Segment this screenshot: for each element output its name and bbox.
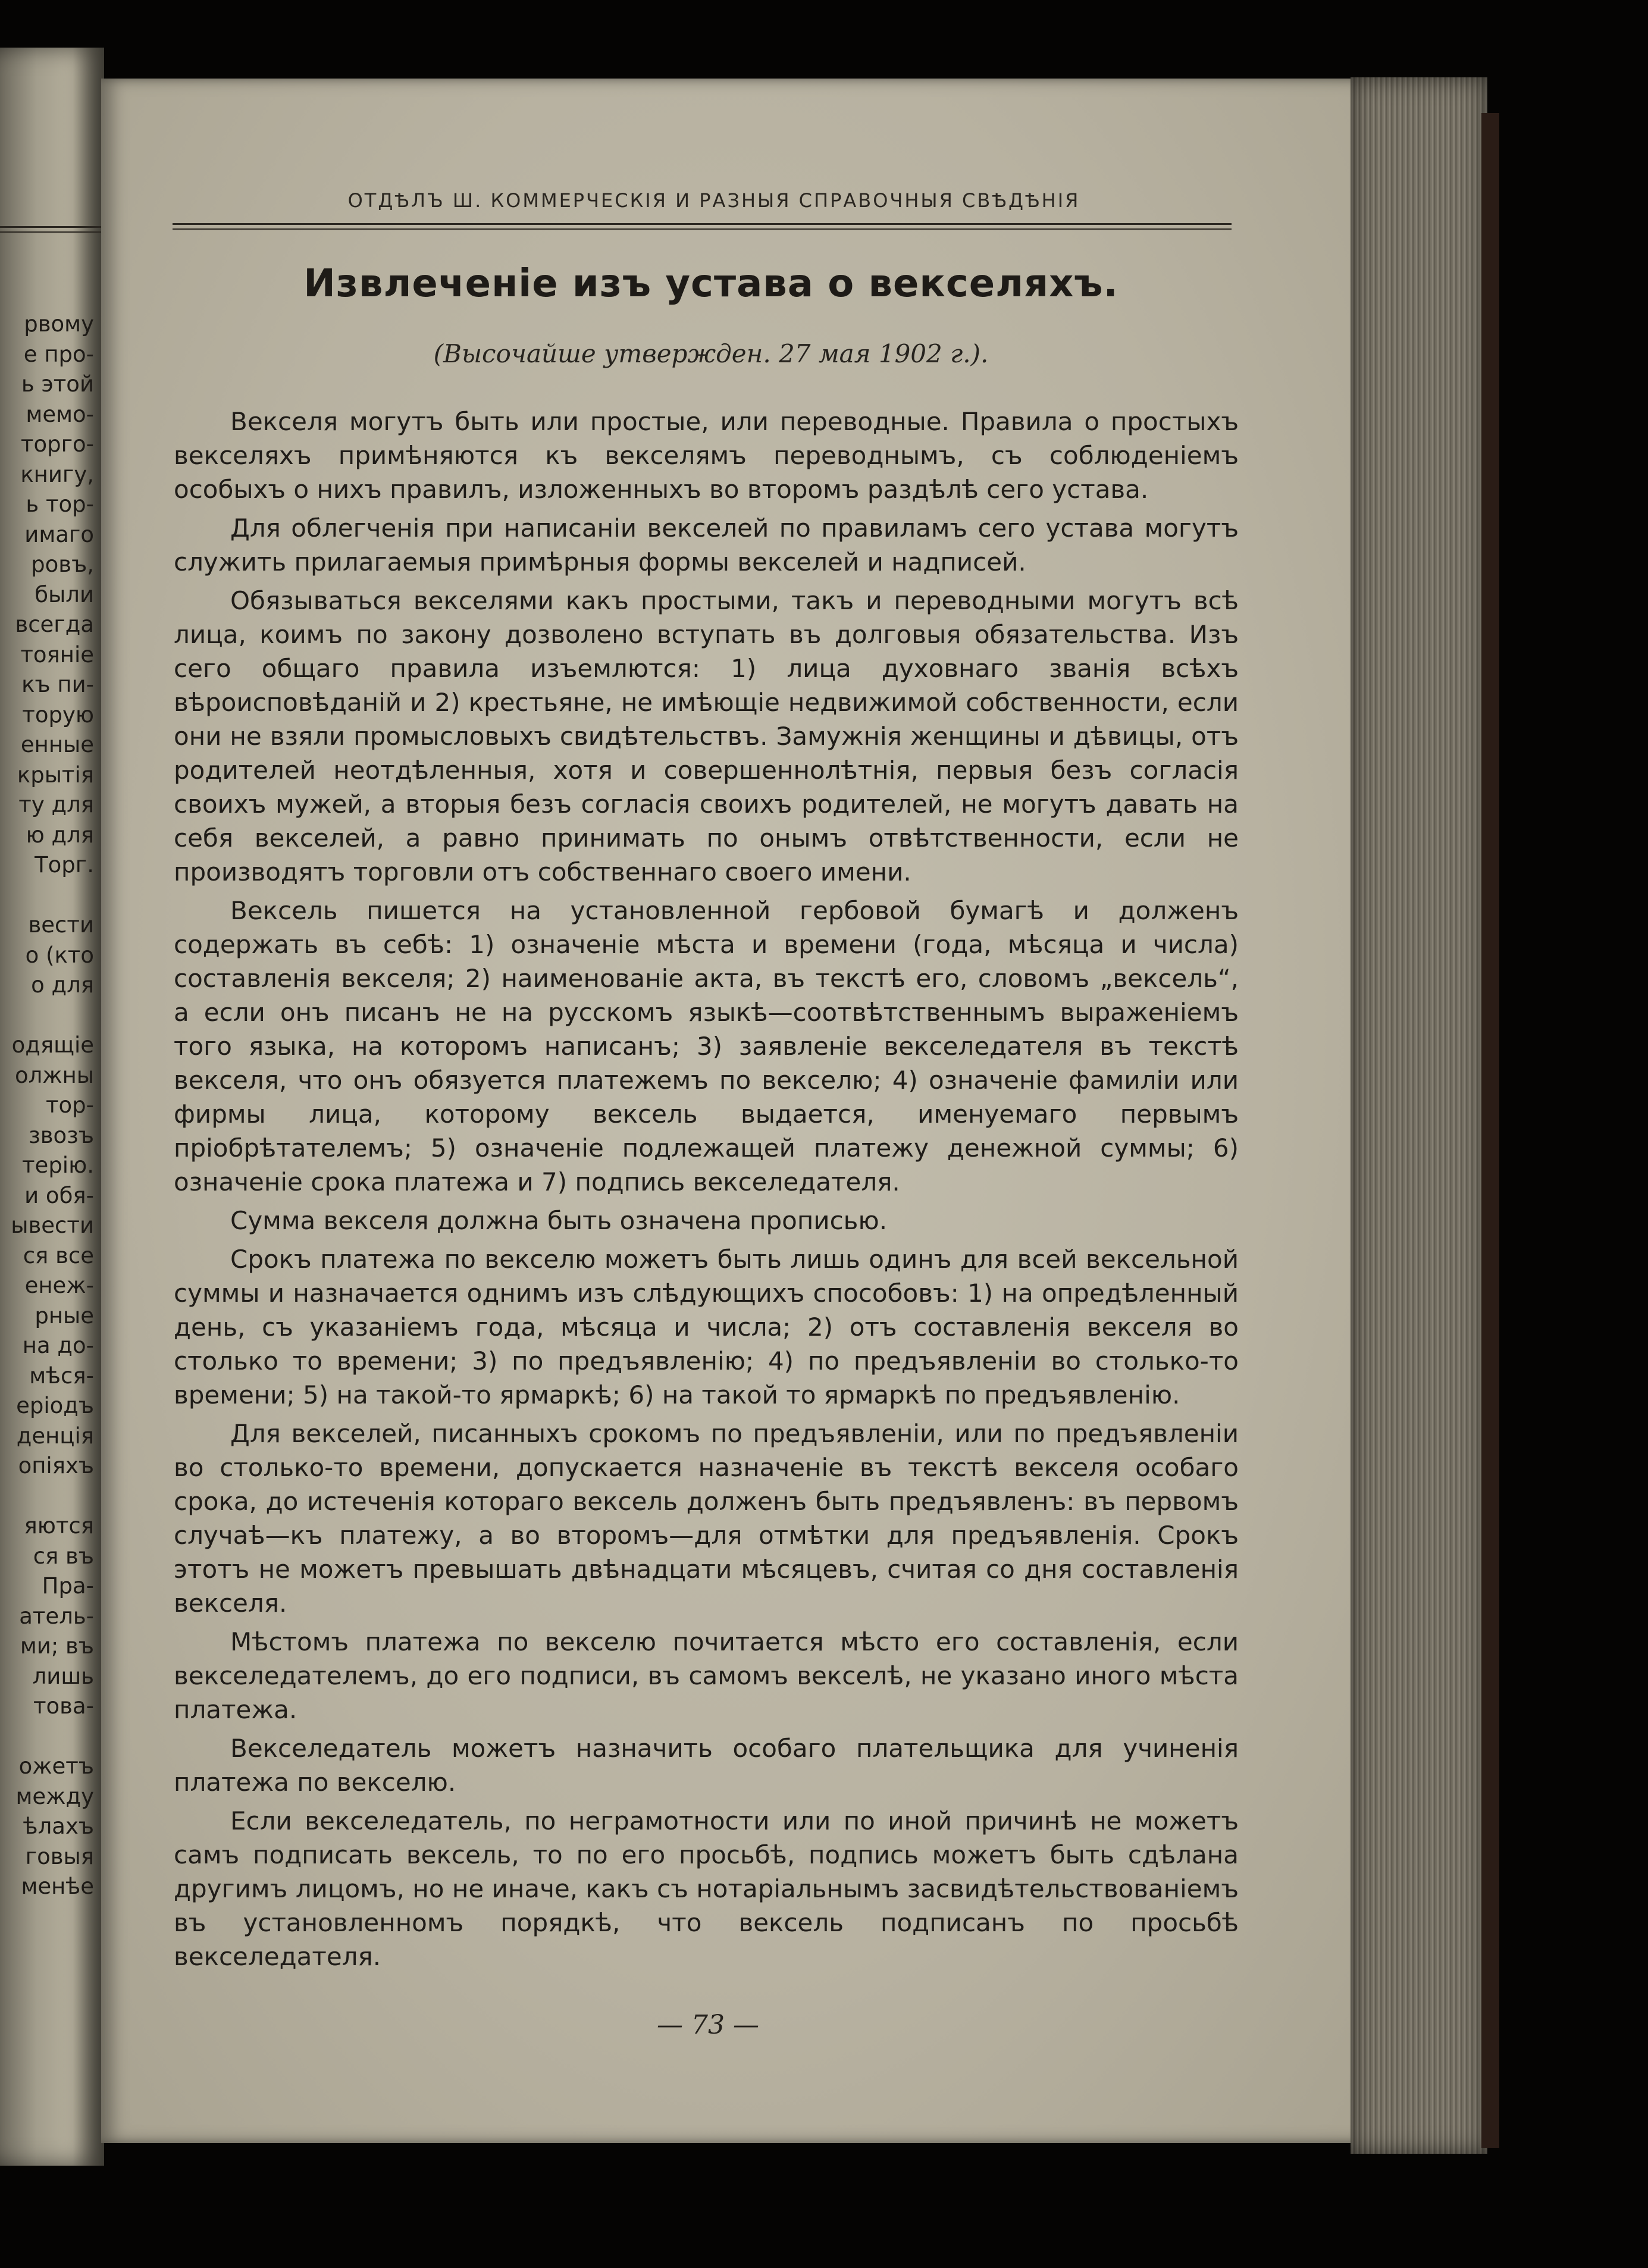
left-page-line bbox=[0, 881, 94, 911]
left-page-line: Пра- bbox=[42, 1573, 94, 1599]
left-page-line: е про- bbox=[23, 341, 94, 367]
left-page-line: терію. bbox=[22, 1152, 94, 1178]
left-page-line: на до- bbox=[22, 1333, 94, 1358]
left-page-line: говыя bbox=[25, 1843, 94, 1869]
left-page-line: о (кто bbox=[25, 942, 94, 968]
left-page-line: яются bbox=[24, 1513, 94, 1539]
left-page-line: о для bbox=[31, 972, 94, 998]
paragraph: Вексель пишется на установленной гербовой бумагѣ и долженъ содержать въ себѣ: 1) означеніе мѣста и времени (года, мѣсяца и числа) составленія векселя; 2) наименованіе акта, въ текстѣ его, словомъ „вексель“, а если онъ писанъ не на русскомъ языкѣ—соотвѣтственнымъ выраженіемъ того языка, на которомъ написанъ; 3) заявленіе векселедателя въ текстѣ векселя, что онъ обязуется платежемъ по векселю; 4) означеніе фамиліи или фирмы лица, которому вексель выдается, именуемаго первымъ пріобрѣтателемъ; 5) означеніе подлежащей платежу денежной суммы; 6) означеніе срока платежа и 7) подпись векселедателя. bbox=[174, 896, 1239, 1196]
page-number: — 73 — bbox=[657, 2010, 759, 2040]
left-page-line: денція bbox=[16, 1423, 94, 1449]
left-page-line: мемо- bbox=[26, 401, 94, 427]
left-page-line: ь этой bbox=[21, 371, 94, 397]
left-page-line: Торг. bbox=[35, 852, 94, 878]
left-page-line: одящіе bbox=[11, 1032, 94, 1058]
left-page-line: торго- bbox=[20, 431, 94, 457]
left-page-line: ь тор- bbox=[26, 491, 94, 517]
left-page-line: ожетъ bbox=[18, 1753, 94, 1779]
paragraph: Обязываться векселями какъ простыми, такъ и переводными могутъ всѣ лица, коимъ по закону дозволено вступать въ долговыя обязательства. Изъ сего общаго правила изъемлются: 1) лица духовнаго званія всѣхъ вѣроисповѣданій и 2) крестьяне, не имѣющіе недвижимой собственности, если они не взяли промысловыхъ свидѣтельствъ. Замужнія женщины и дѣвицы, отъ родителей неотдѣленныя, хотя и совершеннолѣтнія, первыя безъ согласія своихъ мужей, а вторыя безъ согласія своихъ родителей, не могутъ давать на себя векселей, а равно принимать по онымъ отвѣтственности, если не производятъ торговли отъ собственнаго своего имени. bbox=[174, 586, 1239, 886]
left-page-text bbox=[0, 309, 94, 1902]
left-page-line: рвому bbox=[24, 311, 94, 337]
left-page-line: тояніе bbox=[20, 641, 94, 668]
left-page-line: менѣе bbox=[21, 1874, 94, 1899]
left-page-line: мѣся- bbox=[29, 1362, 94, 1389]
left-page-rule bbox=[0, 226, 104, 233]
left-page-line: ю для bbox=[26, 822, 94, 848]
article-subtitle: (Высочайше утвержден. 27 мая 1902 г.). bbox=[433, 339, 989, 368]
left-page-line: енеж- bbox=[24, 1273, 94, 1298]
book-cover-edge bbox=[1481, 113, 1499, 2148]
left-page-fragment bbox=[0, 48, 104, 2166]
paragraph: Векселедатель можетъ назначить особаго плательщика для учиненія платежа по векселю. bbox=[174, 1734, 1239, 1797]
left-page-line: това- bbox=[33, 1693, 94, 1719]
left-page-line: атель- bbox=[19, 1603, 94, 1629]
left-page-line: всегда bbox=[15, 612, 94, 637]
paragraph: Сумма векселя должна быть означена прописью. bbox=[230, 1206, 888, 1235]
page-block-edges bbox=[1351, 77, 1487, 2154]
left-page-line: къ пи- bbox=[21, 672, 94, 697]
left-page-line: ся въ bbox=[33, 1543, 94, 1569]
left-page-line: рные bbox=[35, 1302, 94, 1329]
left-page-line: были bbox=[35, 581, 94, 607]
left-page-line: книгу, bbox=[20, 461, 94, 487]
paragraph: Для облегченія при написаніи векселей по правиламъ сего устава могутъ служить прилагаемыя примѣрныя формы векселей и надписей. bbox=[174, 513, 1239, 577]
left-page-line: еріодъ bbox=[16, 1393, 94, 1418]
paragraph: Векселя могутъ быть или простые, или переводные. Правила о простыхъ векселяхъ примѣняются къ векселямъ переводнымъ, съ соблюденіемъ особыхъ о нихъ правилъ, изложенныхъ во второмъ раздѣлѣ сего устава. bbox=[174, 407, 1239, 504]
paragraph: Если векселедатель, по неграмотности или по иной причинѣ не можетъ самъ подписать вексель, то по его просьбѣ, подпись можетъ быть сдѣлана другимъ лицомъ, но не иначе, какъ съ нотаріальнымъ засвидѣтельствованіемъ въ установленномъ порядкѣ, что вексель подписанъ по просьбѣ векселедателя. bbox=[174, 1806, 1239, 1971]
left-page-line: звозъ bbox=[29, 1122, 94, 1148]
left-page-line: ся все bbox=[23, 1242, 94, 1268]
left-page-line: опіяхъ bbox=[18, 1453, 94, 1478]
left-page-line: лишь bbox=[32, 1663, 94, 1689]
left-page-line: имаго bbox=[24, 521, 94, 547]
left-page-line: ывести bbox=[11, 1213, 94, 1238]
left-page-line: ми; въ bbox=[20, 1633, 94, 1659]
paragraph: Мѣстомъ платежа по векселю почитается мѣсто его составленія, если векселедателемъ, до его подписи, въ самомъ векселѣ, не указано иного мѣста платежа. bbox=[174, 1627, 1239, 1724]
left-page-line: енные bbox=[20, 732, 94, 757]
left-page-line: тор- bbox=[45, 1092, 94, 1118]
article-body bbox=[174, 405, 1239, 1978]
left-page-line: ту для bbox=[18, 792, 94, 817]
left-page-line: ровъ, bbox=[31, 552, 94, 577]
header-double-rule bbox=[173, 223, 1232, 230]
left-page-line: крытія bbox=[17, 762, 94, 788]
left-page-line bbox=[0, 1001, 94, 1031]
article-title: Извлеченіе изъ устава о векселяхъ. bbox=[303, 262, 1118, 306]
left-page-line: и обя- bbox=[24, 1182, 94, 1208]
left-page-line: олжны bbox=[14, 1062, 94, 1088]
paragraph: Срокъ платежа по векселю можетъ быть лишь одинъ для всей вексельной суммы и назначается однимъ изъ слѣдующихъ способовъ: 1) на опредѣленный день, съ указаніемъ года, мѣсяца и числа; 2) отъ составленія векселя во столько то времени; 3) по предъявленію; 4) по предъявленіи во столько-то времени; 5) на такой-то ярмаркѣ; 6) на такой то ярмаркѣ по предъявленію. bbox=[174, 1245, 1239, 1409]
left-page-line: между bbox=[15, 1783, 94, 1809]
left-page-line: ѣлахъ bbox=[23, 1813, 94, 1839]
left-page-line: вести bbox=[28, 912, 94, 938]
paragraph: Для векселей, писанныхъ срокомъ по предъявленіи, или по предъявленіи во столько-то времени, допускается назначеніе въ текстѣ векселя особаго срока, до истеченія котораго вексель долженъ быть предъявленъ: въ первомъ случаѣ—къ платежу, а во второмъ—для отмѣтки для предъявленія. Срокъ этотъ не можетъ превышать двѣнадцати мѣсяцевъ, считая со дня составленія векселя. bbox=[174, 1419, 1239, 1618]
left-page-line bbox=[0, 1481, 94, 1512]
left-page-line: торую bbox=[22, 701, 94, 728]
running-head: ОТДѢЛЪ Ш. КОММЕРЧЕСКІЯ И РАЗНЫЯ СПРАВОЧНЫЯ СВѢДѢНІЯ bbox=[347, 189, 1080, 212]
left-page-line bbox=[0, 1722, 94, 1752]
